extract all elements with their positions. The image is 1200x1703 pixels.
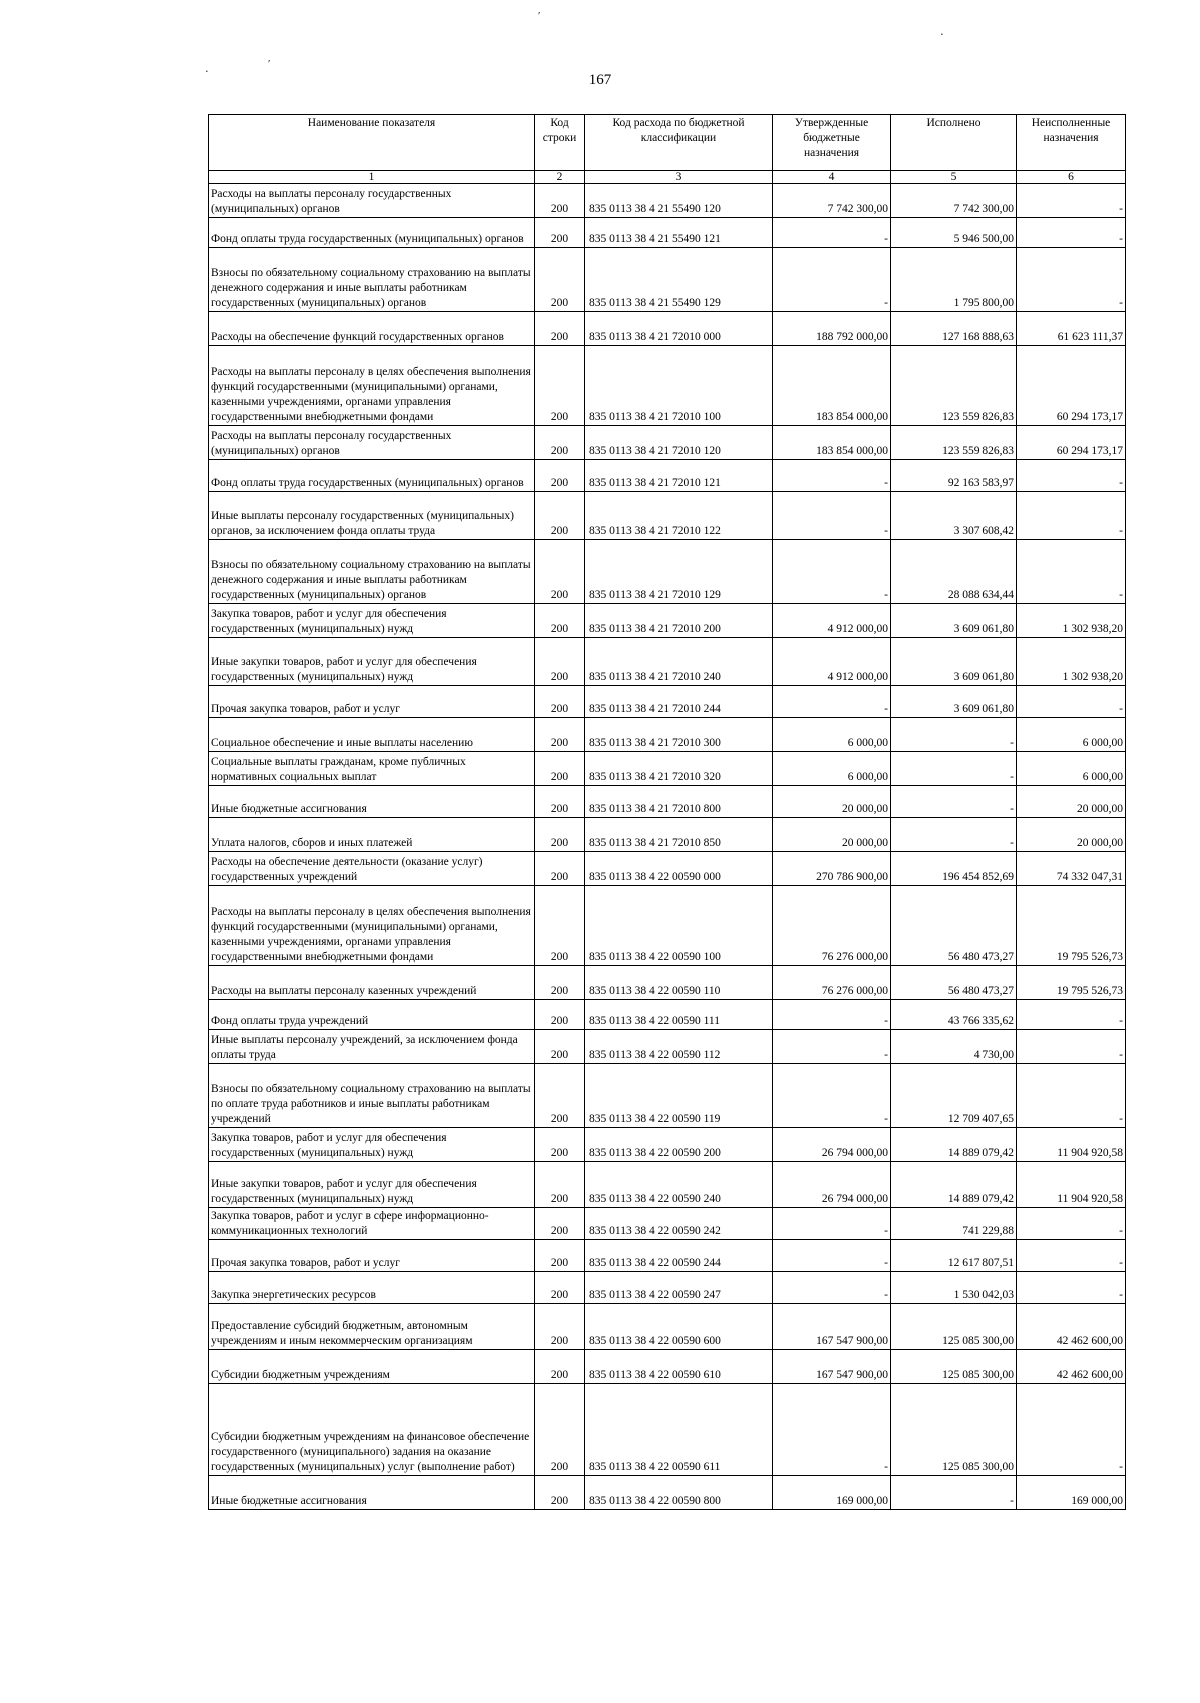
line-code: 200	[535, 1476, 585, 1510]
table-row	[209, 1272, 1126, 1304]
unexecuted-amount: -	[1017, 1240, 1126, 1272]
approved-amount: -	[773, 218, 891, 248]
executed-amount: 12 709 407,65	[891, 1064, 1017, 1128]
line-code: 200	[535, 184, 585, 218]
table-row	[209, 492, 1126, 540]
indicator-name: Иные бюджетные ассигнования	[209, 1476, 535, 1510]
unexecuted-amount: -	[1017, 686, 1126, 718]
column-number: 3	[585, 171, 773, 184]
unexecuted-amount: -	[1017, 492, 1126, 540]
approved-amount: 270 786 900,00	[773, 852, 891, 886]
executed-amount: 741 229,88	[891, 1208, 1017, 1240]
executed-amount: 56 480 473,27	[891, 966, 1017, 1000]
table-row	[209, 604, 1126, 638]
approved-amount: 7 742 300,00	[773, 184, 891, 218]
executed-amount: 1 530 042,03	[891, 1272, 1017, 1304]
indicator-name: Фонд оплаты труда государственных (муниципальных) органов	[209, 218, 535, 248]
budget-classification-code: 835 0113 38 4 22 00590 242	[585, 1208, 773, 1240]
column-number: 5	[891, 171, 1017, 184]
executed-amount: 12 617 807,51	[891, 1240, 1017, 1272]
executed-amount: -	[891, 818, 1017, 852]
line-code: 200	[535, 1350, 585, 1384]
unexecuted-amount: -	[1017, 460, 1126, 492]
table-row	[209, 460, 1126, 492]
approved-amount: 167 547 900,00	[773, 1304, 891, 1350]
line-code: 200	[535, 1384, 585, 1476]
indicator-name: Закупка товаров, работ и услуг в сфере информационно-коммуникационных технологий	[209, 1208, 535, 1240]
indicator-name: Социальное обеспечение и иные выплаты населению	[209, 718, 535, 752]
unexecuted-amount: -	[1017, 1272, 1126, 1304]
table-row	[209, 966, 1126, 1000]
unexecuted-amount: 6 000,00	[1017, 752, 1126, 786]
indicator-name: Расходы на выплаты персоналу казенных учреждений	[209, 966, 535, 1000]
line-code: 200	[535, 718, 585, 752]
budget-classification-code: 835 0113 38 4 22 00590 600	[585, 1304, 773, 1350]
indicator-name: Расходы на выплаты персоналу государственных (муниципальных) органов	[209, 184, 535, 218]
table-row	[209, 346, 1126, 426]
header-executed: Исполнено	[891, 115, 1017, 171]
table-row	[209, 1000, 1126, 1030]
executed-amount: -	[891, 752, 1017, 786]
line-code: 200	[535, 218, 585, 248]
indicator-name: Расходы на обеспечение функций государственных органов	[209, 312, 535, 346]
executed-amount: 3 307 608,42	[891, 492, 1017, 540]
budget-classification-code: 835 0113 38 4 22 00590 240	[585, 1162, 773, 1208]
table-row	[209, 540, 1126, 604]
column-number: 6	[1017, 171, 1126, 184]
unexecuted-amount: 6 000,00	[1017, 718, 1126, 752]
executed-amount: 123 559 826,83	[891, 426, 1017, 460]
executed-amount: 14 889 079,42	[891, 1162, 1017, 1208]
budget-classification-code: 835 0113 38 4 22 00590 200	[585, 1128, 773, 1162]
line-code: 200	[535, 886, 585, 966]
approved-amount: -	[773, 540, 891, 604]
line-code: 200	[535, 1030, 585, 1064]
approved-amount: -	[773, 1272, 891, 1304]
approved-amount: -	[773, 492, 891, 540]
table-row	[209, 248, 1126, 312]
table-row	[209, 1350, 1126, 1384]
budget-classification-code: 835 0113 38 4 21 72010 122	[585, 492, 773, 540]
executed-amount: 125 085 300,00	[891, 1304, 1017, 1350]
column-number: 4	[773, 171, 891, 184]
indicator-name: Расходы на обеспечение деятельности (оказание услуг) государственных учреждений	[209, 852, 535, 886]
unexecuted-amount: 20 000,00	[1017, 818, 1126, 852]
line-code: 200	[535, 604, 585, 638]
line-code: 200	[535, 1272, 585, 1304]
approved-amount: -	[773, 1030, 891, 1064]
line-code: 200	[535, 312, 585, 346]
approved-amount: 183 854 000,00	[773, 426, 891, 460]
indicator-name: Прочая закупка товаров, работ и услуг	[209, 1240, 535, 1272]
unexecuted-amount: 19 795 526,73	[1017, 886, 1126, 966]
unexecuted-amount: -	[1017, 540, 1126, 604]
unexecuted-amount: -	[1017, 218, 1126, 248]
indicator-name: Расходы на выплаты персоналу в целях обеспечения выполнения функций государственными (муниципальными) органами, казенными учреждениями, органами управления государственными внебюджетными фондами	[209, 346, 535, 426]
table-row	[209, 184, 1126, 218]
header-indicator-name: Наименование показателя	[209, 115, 535, 171]
table-row	[209, 1162, 1126, 1208]
indicator-name: Взносы по обязательному социальному страхованию на выплаты денежного содержания и иные выплаты работникам государственных (муниципальных) органов	[209, 248, 535, 312]
approved-amount: 26 794 000,00	[773, 1128, 891, 1162]
unexecuted-amount: -	[1017, 248, 1126, 312]
approved-amount: 76 276 000,00	[773, 966, 891, 1000]
header-line-code: Код строки	[535, 115, 585, 171]
unexecuted-amount: 11 904 920,58	[1017, 1128, 1126, 1162]
unexecuted-amount: -	[1017, 1000, 1126, 1030]
budget-classification-code: 835 0113 38 4 21 55490 121	[585, 218, 773, 248]
line-code: 200	[535, 966, 585, 1000]
indicator-name: Иные бюджетные ассигнования	[209, 786, 535, 818]
executed-amount: 43 766 335,62	[891, 1000, 1017, 1030]
line-code: 200	[535, 1208, 585, 1240]
approved-amount: -	[773, 248, 891, 312]
budget-classification-code: 835 0113 38 4 21 55490 129	[585, 248, 773, 312]
approved-amount: -	[773, 1208, 891, 1240]
executed-amount: 7 742 300,00	[891, 184, 1017, 218]
approved-amount: 188 792 000,00	[773, 312, 891, 346]
approved-amount: -	[773, 460, 891, 492]
column-number: 2	[535, 171, 585, 184]
table-row	[209, 218, 1126, 248]
unexecuted-amount: -	[1017, 1030, 1126, 1064]
budget-classification-code: 835 0113 38 4 22 00590 247	[585, 1272, 773, 1304]
line-code: 200	[535, 1304, 585, 1350]
executed-amount: 14 889 079,42	[891, 1128, 1017, 1162]
line-code: 200	[535, 1128, 585, 1162]
table-row	[209, 752, 1126, 786]
indicator-name: Иные закупки товаров, работ и услуг для обеспечения государственных (муниципальных) нужд	[209, 1162, 535, 1208]
approved-amount: -	[773, 1064, 891, 1128]
line-code: 200	[535, 852, 585, 886]
table-row	[209, 1128, 1126, 1162]
approved-amount: 6 000,00	[773, 718, 891, 752]
unexecuted-amount: 20 000,00	[1017, 786, 1126, 818]
header-budget-code: Код расхода по бюджетной классификации	[585, 115, 773, 171]
approved-amount: 20 000,00	[773, 786, 891, 818]
line-code: 200	[535, 248, 585, 312]
budget-classification-code: 835 0113 38 4 22 00590 110	[585, 966, 773, 1000]
unexecuted-amount: 61 623 111,37	[1017, 312, 1126, 346]
approved-amount: 20 000,00	[773, 818, 891, 852]
line-code: 200	[535, 1162, 585, 1208]
budget-classification-code: 835 0113 38 4 21 72010 100	[585, 346, 773, 426]
unexecuted-amount: 1 302 938,20	[1017, 604, 1126, 638]
table-row	[209, 1384, 1126, 1476]
table-row	[209, 718, 1126, 752]
unexecuted-amount: -	[1017, 1208, 1126, 1240]
unexecuted-amount: -	[1017, 1384, 1126, 1476]
line-code: 200	[535, 752, 585, 786]
indicator-name: Взносы по обязательному социальному страхованию на выплаты денежного содержания и иные выплаты работникам государственных (муниципальных) органов	[209, 540, 535, 604]
table-row	[209, 786, 1126, 818]
indicator-name: Иные выплаты персоналу государственных (муниципальных) органов, за исключением фонда оплаты труда	[209, 492, 535, 540]
budget-expenditure-table	[208, 114, 1126, 1510]
executed-amount: 196 454 852,69	[891, 852, 1017, 886]
line-code: 200	[535, 1000, 585, 1030]
executed-amount: 28 088 634,44	[891, 540, 1017, 604]
unexecuted-amount: -	[1017, 184, 1126, 218]
executed-amount: 4 730,00	[891, 1030, 1017, 1064]
indicator-name: Закупка энергетических ресурсов	[209, 1272, 535, 1304]
budget-classification-code: 835 0113 38 4 21 72010 850	[585, 818, 773, 852]
budget-classification-code: 835 0113 38 4 21 72010 129	[585, 540, 773, 604]
approved-amount: 26 794 000,00	[773, 1162, 891, 1208]
unexecuted-amount: 169 000,00	[1017, 1476, 1126, 1510]
line-code: 200	[535, 786, 585, 818]
budget-classification-code: 835 0113 38 4 22 00590 610	[585, 1350, 773, 1384]
line-code: 200	[535, 492, 585, 540]
approved-amount: 6 000,00	[773, 752, 891, 786]
header-unexecuted: Неисполненные назначения	[1017, 115, 1126, 171]
budget-classification-code: 835 0113 38 4 22 00590 611	[585, 1384, 773, 1476]
page-number: 167	[588, 72, 612, 88]
executed-amount: 92 163 583,97	[891, 460, 1017, 492]
approved-amount: -	[773, 686, 891, 718]
budget-classification-code: 835 0113 38 4 21 72010 000	[585, 312, 773, 346]
indicator-name: Уплата налогов, сборов и иных платежей	[209, 818, 535, 852]
table-row	[209, 818, 1126, 852]
unexecuted-amount: 74 332 047,31	[1017, 852, 1126, 886]
line-code: 200	[535, 1064, 585, 1128]
approved-amount: 4 912 000,00	[773, 604, 891, 638]
indicator-name: Расходы на выплаты персоналу государственных (муниципальных) органов	[209, 426, 535, 460]
table-row	[209, 886, 1126, 966]
line-code: 200	[535, 346, 585, 426]
scan-speck: ′	[538, 10, 541, 22]
budget-classification-code: 835 0113 38 4 21 72010 320	[585, 752, 773, 786]
table-row	[209, 852, 1126, 886]
executed-amount: 123 559 826,83	[891, 346, 1017, 426]
indicator-name: Прочая закупка товаров, работ и услуг	[209, 686, 535, 718]
budget-classification-code: 835 0113 38 4 22 00590 244	[585, 1240, 773, 1272]
budget-classification-code: 835 0113 38 4 21 72010 200	[585, 604, 773, 638]
line-code: 200	[535, 460, 585, 492]
executed-amount: -	[891, 786, 1017, 818]
unexecuted-amount: 19 795 526,73	[1017, 966, 1126, 1000]
budget-classification-code: 835 0113 38 4 21 72010 121	[585, 460, 773, 492]
table-row	[209, 1064, 1126, 1128]
line-code: 200	[535, 818, 585, 852]
unexecuted-amount: 42 462 600,00	[1017, 1304, 1126, 1350]
unexecuted-amount: -	[1017, 1064, 1126, 1128]
budget-classification-code: 835 0113 38 4 21 72010 120	[585, 426, 773, 460]
executed-amount: 127 168 888,63	[891, 312, 1017, 346]
indicator-name: Социальные выплаты гражданам, кроме публичных нормативных социальных выплат	[209, 752, 535, 786]
approved-amount: 76 276 000,00	[773, 886, 891, 966]
budget-classification-code: 835 0113 38 4 21 72010 300	[585, 718, 773, 752]
approved-amount: -	[773, 1000, 891, 1030]
executed-amount: 125 085 300,00	[891, 1384, 1017, 1476]
executed-amount: 3 609 061,80	[891, 638, 1017, 686]
table-row	[209, 312, 1126, 346]
indicator-name: Фонд оплаты труда учреждений	[209, 1000, 535, 1030]
executed-amount: 5 946 500,00	[891, 218, 1017, 248]
scan-speck: ⋅	[940, 29, 944, 41]
header-approved: Утвержденные бюджетные назначения	[773, 115, 891, 171]
executed-amount: 125 085 300,00	[891, 1350, 1017, 1384]
indicator-name: Иные закупки товаров, работ и услуг для обеспечения государственных (муниципальных) нужд	[209, 638, 535, 686]
budget-classification-code: 835 0113 38 4 21 72010 244	[585, 686, 773, 718]
indicator-name: Закупка товаров, работ и услуг для обеспечения государственных (муниципальных) нужд	[209, 604, 535, 638]
unexecuted-amount: 11 904 920,58	[1017, 1162, 1126, 1208]
table-row	[209, 686, 1126, 718]
table-body	[209, 184, 1126, 1510]
table-row	[209, 1304, 1126, 1350]
approved-amount: 169 000,00	[773, 1476, 891, 1510]
indicator-name: Взносы по обязательному социальному страхованию на выплаты по оплате труда работников и иные выплаты работникам учреждений	[209, 1064, 535, 1128]
indicator-name: Фонд оплаты труда государственных (муниципальных) органов	[209, 460, 535, 492]
indicator-name: Предоставление субсидий бюджетным, автономным учреждениям и иным некоммерческим организациям	[209, 1304, 535, 1350]
scan-speck: ′	[268, 58, 271, 70]
executed-amount: 56 480 473,27	[891, 886, 1017, 966]
executed-amount: 3 609 061,80	[891, 604, 1017, 638]
line-code: 200	[535, 426, 585, 460]
column-number: 1	[209, 171, 535, 184]
indicator-name: Расходы на выплаты персоналу в целях обеспечения выполнения функций государственными (муниципальными) органами, казенными учреждениями, органами управления государственными внебюджетными фондами	[209, 886, 535, 966]
approved-amount: 4 912 000,00	[773, 638, 891, 686]
budget-classification-code: 835 0113 38 4 22 00590 100	[585, 886, 773, 966]
unexecuted-amount: 60 294 173,17	[1017, 426, 1126, 460]
executed-amount: 3 609 061,80	[891, 686, 1017, 718]
budget-classification-code: 835 0113 38 4 22 00590 000	[585, 852, 773, 886]
approved-amount: -	[773, 1240, 891, 1272]
approved-amount: -	[773, 1384, 891, 1476]
approved-amount: 167 547 900,00	[773, 1350, 891, 1384]
indicator-name: Субсидии бюджетным учреждениям	[209, 1350, 535, 1384]
indicator-name: Закупка товаров, работ и услуг для обеспечения государственных (муниципальных) нужд	[209, 1128, 535, 1162]
unexecuted-amount: 42 462 600,00	[1017, 1350, 1126, 1384]
table-row	[209, 1476, 1126, 1510]
scan-speck: ․	[205, 63, 209, 75]
table-row	[209, 1240, 1126, 1272]
budget-classification-code: 835 0113 38 4 21 55490 120	[585, 184, 773, 218]
budget-classification-code: 835 0113 38 4 22 00590 111	[585, 1000, 773, 1030]
table-row	[209, 1208, 1126, 1240]
budget-classification-code: 835 0113 38 4 21 72010 800	[585, 786, 773, 818]
table-row	[209, 1030, 1126, 1064]
executed-amount: 1 795 800,00	[891, 248, 1017, 312]
indicator-name: Иные выплаты персоналу учреждений, за исключением фонда оплаты труда	[209, 1030, 535, 1064]
line-code: 200	[535, 638, 585, 686]
table-row	[209, 426, 1126, 460]
table-row	[209, 638, 1126, 686]
unexecuted-amount: 1 302 938,20	[1017, 638, 1126, 686]
budget-classification-code: 835 0113 38 4 22 00590 112	[585, 1030, 773, 1064]
line-code: 200	[535, 1240, 585, 1272]
executed-amount: -	[891, 1476, 1017, 1510]
budget-classification-code: 835 0113 38 4 21 72010 240	[585, 638, 773, 686]
approved-amount: 183 854 000,00	[773, 346, 891, 426]
budget-classification-code: 835 0113 38 4 22 00590 119	[585, 1064, 773, 1128]
budget-classification-code: 835 0113 38 4 22 00590 800	[585, 1476, 773, 1510]
unexecuted-amount: 60 294 173,17	[1017, 346, 1126, 426]
line-code: 200	[535, 540, 585, 604]
executed-amount: -	[891, 718, 1017, 752]
line-code: 200	[535, 686, 585, 718]
indicator-name: Субсидии бюджетным учреждениям на финансовое обеспечение государственного (муниципального) задания на оказание государственных (муниципальных) услуг (выполнение работ)	[209, 1384, 535, 1476]
